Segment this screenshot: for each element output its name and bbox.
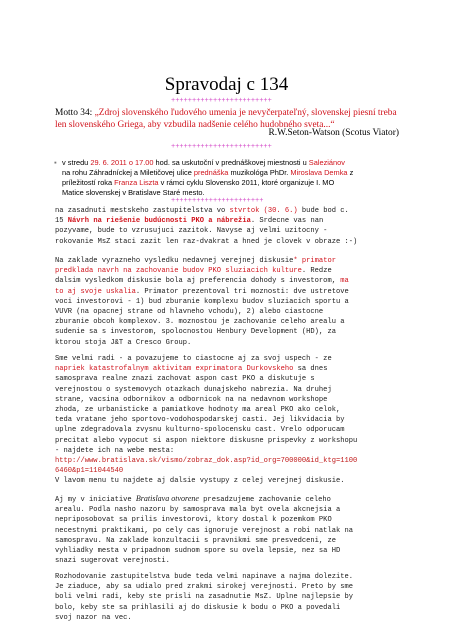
paragraph-3: Sme velmi radi - a povazujeme to ciastocne aj za svoj uspech - ze napriek katastrofalnym aktivitam exprimatora Durkovskeho sa dnes samosprava realne znazi zachovat aspon cast PKO a diskutuje s verejnostou o systemovych otazkach dunajskeho nabrezia. Na druhej strane, vacsina odbornikov a odbornicok na na nedavnom workshope zhoda, ze urbanisticke a pamiatkove hodnoty ma areal PKO ako celok, teda vratane jeho sportovo-vodohospodarskej casti. Jej likvidacia by uplne zdegradovala zvysnu kulturno-spolocensku cast. Vrelo odporucam precitat alebo vypocut si aspon niektore diskusne prispevky z workshopu - najdete ich na webe mesta: http://www.bratislava.sk/vismo/zobraz_dok.asp?id_org=700000&id_ktg=1100 6460&p1=11044540 V lavom menu tu najdete aj dalsie vystupy z celej verejnej diskusie.: [55, 354, 400, 487]
paragraph-2: Na zaklade vyrazneho vysledku nedavnej verejnej diskusie* primator predklada navrh na zachovanie budov PKO sluziacich kulture. Redze dalsim vysledkom diskusie bola aj preferencia dohody s investorom, ma to aj svoje uskalia. Primator prezentoval tri moznosti: dve ustretove voci investorovi - 1) bud zburanie komplexu budov sluziacich sportu a VUVR (na opacnej strane od hlavneho vchodu), 2) alebo ciastocne zburanie obcoh komplexov. 3. moznostou je zachovanie celeho arealu a sudenie sa s investorom, spolocnostou Henbury Development (HD), za ktorou stoja J&T a Cresco Group.: [55, 257, 349, 347]
paragraph-1: na zasadnuti mestskeho zastupitelstva vo stvrtok (30. 6.) bude bod c. 15 Návrh na riešenie budúcnosti PKO a nábrežia. Srdecne vas nan pozyvame, bude to vzrusujuci zazitok. Navyse aj velmi uzitocny - rokovanie MsZ staci zazit len raz-dvakrat a hned je clovek v obraze :-): [55, 207, 358, 246]
plus-divider: ++++++++++++++++++++++: [171, 197, 264, 205]
event-announcement: ▪ v stredu 29. 6. 2011 o 17.00 hod. sa uskutoční v prednáškovej miestnosti u Saleziánov na rohu Záhradníckej a Miletičovej ulice prednáška muzikológa PhDr. Miroslava Demka z príležitostí roka Franza Liszta v rámci cyklu Slovensko 2011, ktoré organizuje I. MO Matice slovenskej v Bratislave Staré mesto.: [54, 158, 354, 197]
motto-lead: Motto 34:: [55, 108, 95, 118]
composer-name: Franza Liszta: [114, 178, 159, 187]
plus-divider: ++++++++++++++++++++++++: [171, 97, 272, 105]
page-title: Spravodaj c 134: [164, 74, 289, 95]
web-link[interactable]: http://www.bratislava.sk/vismo/zobraz_dok.asp?id_org=700000&id_ktg=1100: [55, 457, 358, 466]
motto-author: R.W.Seton-Watson (Scotus Viator): [268, 128, 399, 138]
paragraph-5: Rozhodovanie zastupitelstva bude teda velmi napinave a najma dolezite. Je ziaduce, aby sa udialo pred zrakmi sirokej verejnosti. Preto by sme boli velmi radi, keby ste prisli na zasadnutie MsZ. Uplne najlepsie by bolo, keby ste sa prihlasili aj do diskusie k bodu o PKO a povedali svoj nazor na vec.: [55, 573, 353, 622]
event-place: Saleziánov: [308, 158, 345, 167]
web-link-cont[interactable]: 6460&p1=11044540: [55, 467, 124, 476]
event-date: 29. 6. 2011 o 17.00: [90, 158, 154, 167]
agenda-item-link[interactable]: Návrh na riešenie budúcnosti PKO a nábrežia: [67, 217, 251, 226]
motto-quote: „Zdroj slovenského ľudového umenia je nevyčerpateľný, slovenskej piesní treba len slovenského Griega, aby vzbudila nadšenie celého hudobného sveta...“: [55, 108, 397, 130]
plus-divider: ++++++++++++++++++++++++: [171, 143, 272, 151]
paragraph-4: Aj my v iniciative Bratislava otvorene presadzujeme zachovanie celeho arealu. Podla nasho nazoru by samosprava mala byt ovela akcnejsia a nepriposobovat sa prilis investorovi, ktory dostal k pozemkom PKO necestnymi praktikami, po cely cas ignoruje verejnost a robi natlak na samospravu. Na zaklade konzultacii s pravnikmi sme presvedceni, ze vyhliadky mesta v pripadnom sudnom spore su ovela lepsie, nez sa HD snazi sugerovat verejnosti.: [55, 494, 353, 566]
bullet-icon: ▪: [54, 158, 57, 167]
initiative-name: Bratislava otvorene: [135, 494, 199, 503]
lecturer-name: Miroslava Demka: [290, 168, 348, 177]
